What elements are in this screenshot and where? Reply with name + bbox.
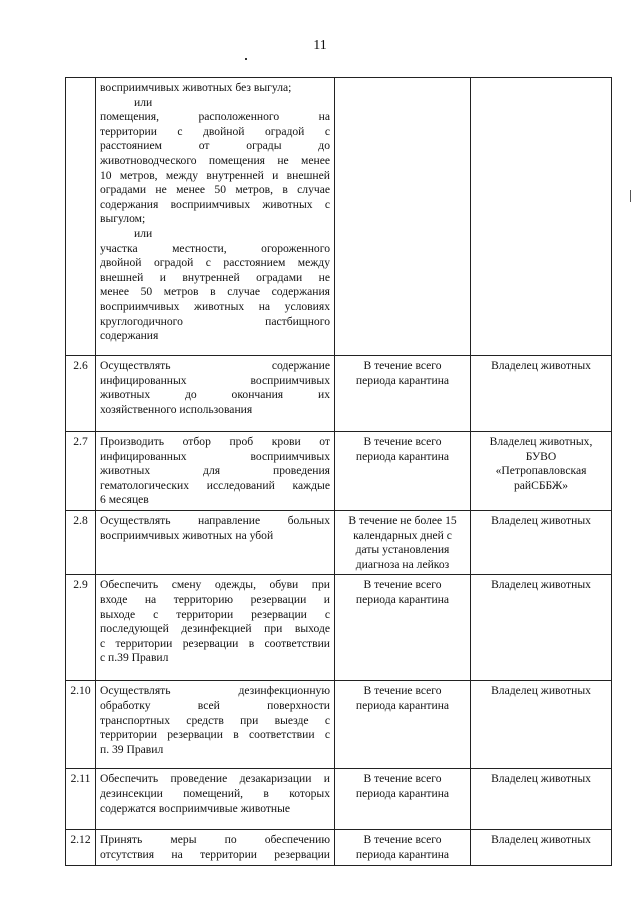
- table-row: [66, 575, 612, 681]
- table-row: [66, 830, 612, 866]
- action-line: или: [134, 226, 153, 240]
- cell-responsible: [471, 769, 612, 830]
- scan-speck: [245, 58, 247, 60]
- term-line: периода карантина: [355, 373, 450, 387]
- action-line: двойной оградой с расстоянием между: [100, 256, 330, 270]
- term-line: календарных дней с: [353, 528, 452, 542]
- term-line: периода карантина: [355, 592, 450, 606]
- action-line: оградами не менее 50 метров, в случае: [100, 183, 330, 197]
- term-line: даты установления: [355, 543, 450, 557]
- action-line: помещения, расположенного на: [100, 110, 330, 124]
- term-line: В течение всего: [363, 578, 442, 592]
- cell-number: 2.8: [66, 510, 96, 574]
- cell-term: [335, 510, 471, 574]
- term-line: периода карантина: [355, 698, 450, 712]
- action-line: Осуществлять содержание: [100, 359, 330, 372]
- responsible-line: райСББЖ»: [513, 478, 569, 492]
- action-line: содержатся восприимчивые животные: [100, 801, 291, 815]
- action-line: Обеспечить смену одежды, обуви при: [100, 578, 330, 592]
- cell-responsible: [471, 575, 612, 681]
- action-line: дезинсекции помещений, в которых: [100, 786, 330, 800]
- cell-number: 2.10: [66, 681, 96, 769]
- action-line: транспортных средств при выезде с: [100, 713, 330, 727]
- cell-responsible: [471, 510, 612, 574]
- cell-action: [96, 78, 335, 356]
- cell-term: [335, 356, 471, 432]
- term-line: В течение всего: [363, 772, 442, 786]
- term-line: периода карантина: [355, 847, 450, 861]
- action-line: выходе с территории резервации с: [100, 607, 330, 621]
- responsible-line: БУВО: [525, 449, 557, 463]
- responsible-line: Владелец животных: [491, 359, 591, 372]
- table-row: [66, 681, 612, 769]
- term-line: В течение всего: [363, 684, 442, 698]
- action-line: менее 50 метров в случае содержания: [100, 285, 330, 299]
- action-line: инфицированных восприимчивых: [100, 449, 330, 463]
- responsible-line: Владелец животных: [491, 513, 591, 527]
- action-line: 6 месяцев: [100, 493, 149, 507]
- term-line: периода карантина: [355, 786, 450, 800]
- action-line: Осуществлять направление больных: [100, 513, 330, 527]
- action-line: содержания: [100, 329, 159, 343]
- responsible-line: Владелец животных: [491, 772, 591, 786]
- action-line: входе на территорию резервации и: [100, 592, 330, 606]
- term-line: диагноза на лейкоз: [355, 557, 450, 571]
- action-line: гематологических исследований каждые: [100, 478, 330, 492]
- responsible-line: Владелец животных: [491, 578, 591, 592]
- action-line: п. 39 Правил: [100, 742, 164, 756]
- action-line: Принять меры по обеспечению: [100, 833, 330, 847]
- table-row: [66, 510, 612, 574]
- cell-number: 2.11: [66, 769, 96, 830]
- cell-term: [335, 830, 471, 866]
- cell-action: [96, 769, 335, 830]
- cell-term: [335, 681, 471, 769]
- action-line: последующей дезинфекцией при выходе: [100, 622, 330, 636]
- cell-action: [96, 575, 335, 681]
- action-line: внешней и внутренней оградами не: [100, 270, 330, 284]
- table-row: [66, 356, 612, 432]
- responsible-line: Владелец животных: [491, 684, 591, 698]
- scan-edge-mark: [630, 190, 631, 202]
- action-line: восприимчивых животных без выгула;: [100, 81, 292, 94]
- cell-action: [96, 356, 335, 432]
- term-line: периода карантина: [355, 449, 450, 463]
- cell-number: 2.12: [66, 830, 96, 866]
- action-line: животноводческого помещения не менее: [100, 153, 330, 167]
- action-line: расстоянием от ограды до: [100, 139, 330, 153]
- cell-action: [96, 510, 335, 574]
- cell-responsible: [471, 830, 612, 866]
- cell-responsible: [471, 356, 612, 432]
- responsible-line: Владелец животных,: [489, 435, 593, 448]
- action-line: 10 метров, между внутренней и внешней: [100, 168, 330, 182]
- table-row: [66, 769, 612, 830]
- action-line: с территории резервации в соответствии: [100, 636, 330, 650]
- action-line: животных для проведения: [100, 464, 330, 478]
- action-line: с п.39 Правил: [100, 651, 169, 665]
- action-line: территории резервации в соответствии с: [100, 728, 330, 742]
- cell-term: [335, 575, 471, 681]
- action-line: круглогодичного пастбищного: [100, 314, 330, 328]
- action-line: содержания восприимчивых животных с: [100, 197, 330, 211]
- cell-number: [66, 78, 96, 356]
- cell-term: [335, 769, 471, 830]
- cell-action: [96, 830, 335, 866]
- cell-responsible: [471, 681, 612, 769]
- action-line: выгулом;: [100, 212, 146, 226]
- cell-number: 2.9: [66, 575, 96, 681]
- action-line: инфицированных восприимчивых: [100, 373, 330, 387]
- table-row-continuation: [66, 78, 612, 356]
- responsible-line: Владелец животных: [491, 833, 591, 847]
- action-line: Обеспечить проведение дезакаризации и: [100, 772, 330, 786]
- cell-responsible: [471, 432, 612, 511]
- cell-term: [335, 78, 471, 356]
- action-line: Осуществлять дезинфекционную: [100, 684, 330, 698]
- term-line: В течение не более 15: [348, 513, 457, 527]
- action-line: восприимчивых животных на условиях: [100, 299, 330, 313]
- action-line: обработку всей поверхности: [100, 698, 330, 712]
- page-number: 11: [313, 38, 327, 53]
- action-line: животных до окончания их: [100, 388, 330, 402]
- table-row: [66, 432, 612, 511]
- action-line: восприимчивых животных на убой: [100, 528, 274, 542]
- measures-table: [65, 77, 612, 866]
- cell-number: 2.7: [66, 432, 96, 511]
- term-line: В течение всего: [363, 833, 442, 847]
- action-line: отсутствия на территории резервации: [100, 847, 330, 861]
- term-line: В течение всего: [363, 435, 442, 448]
- action-line: Производить отбор проб крови от: [100, 435, 330, 448]
- action-line: территории с двойной оградой с: [100, 124, 330, 138]
- term-line: В течение всего: [363, 359, 442, 372]
- cell-action: [96, 432, 335, 511]
- cell-term: [335, 432, 471, 511]
- responsible-line: «Петропавловская: [495, 464, 587, 478]
- cell-number: 2.6: [66, 356, 96, 432]
- cell-responsible: [471, 78, 612, 356]
- action-line: участка местности, огороженного: [100, 241, 330, 255]
- cell-action: [96, 681, 335, 769]
- action-line: хозяйственного использования: [100, 402, 253, 416]
- action-line: или: [134, 95, 153, 109]
